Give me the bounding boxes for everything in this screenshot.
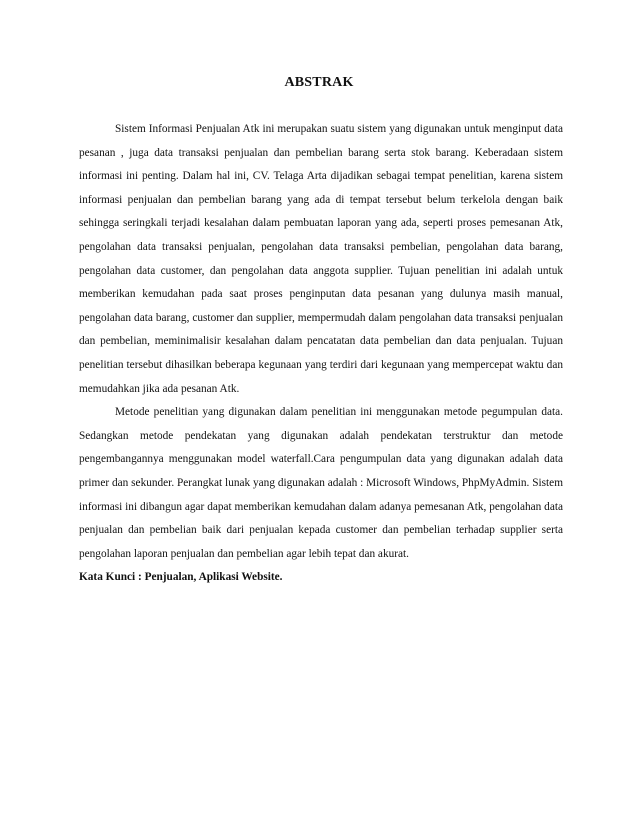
- keywords-line: Kata Kunci : Penjualan, Aplikasi Website.: [79, 571, 283, 584]
- abstract-body: [79, 118, 563, 590]
- abstract-paragraph-2: Metode penelitian yang digunakan dalam penelitian ini menggunakan metode pegumpulan data. Sedangkan metode pendekatan yang digunakan adalah pendekatan terstruktur dan metode pengembangannya menggunakan model waterfall.Cara pengumpulan data yang digunakan adalah data primer dan sekunder. Perangkat lunak yang digunakan adalah : Microsoft Windows, PhpMyAdmin. Sistem informasi ini dibangun agar dapat memberikan kemudahan dalam adanya pemesanan Atk, pengolahan data penjualan dan pembelian baik dari penjualan kepada customer dan pembelian terhadap supplier serta pengolahan laporan penjualan dan pembelian agar lebih tepat dan akurat.: [79, 406, 563, 560]
- page-title: ABSTRAK: [284, 75, 354, 90]
- abstract-paragraph-1: Sistem Informasi Penjualan Atk ini merupakan suatu sistem yang digunakan untuk menginput data pesanan , juga data transaksi penjualan dan pembelian barang serta stok barang. Keberadaan sistem informasi ini penting. Dalam hal ini, CV. Telaga Arta dijadikan sebagai tempat penelitian, karena sistem informasi penjualan dan pembelian barang yang ada di tempat tersebut belum terkelola dengan baik sehingga seringkali terjadi kesalahan dalam pembuatan laporan yang ada, seperti proses pemesanan Atk, pengolahan data transaksi penjualan, pengolahan data transaksi pembelian, pengolahan data barang, pengolahan data customer, dan pengolahan data anggota supplier. Tujuan penelitian ini adalah untuk memberikan kemudahan pada saat proses penginputan data pesanan yang dulunya masih manual, pengolahan data barang, customer dan supplier, mempermudah dalam pengolahan data transaksi penjualan dan pembelian, meminimalisir kesalahan dalam pencatatan data pembelian dan data penjualan. Tujuan penelitian tersebut dihasilkan beberapa kegunaan yang terdiri dari kegunaan yang mempercepat waktu dan memudahkan jika ada pesanan Atk.: [79, 123, 563, 395]
